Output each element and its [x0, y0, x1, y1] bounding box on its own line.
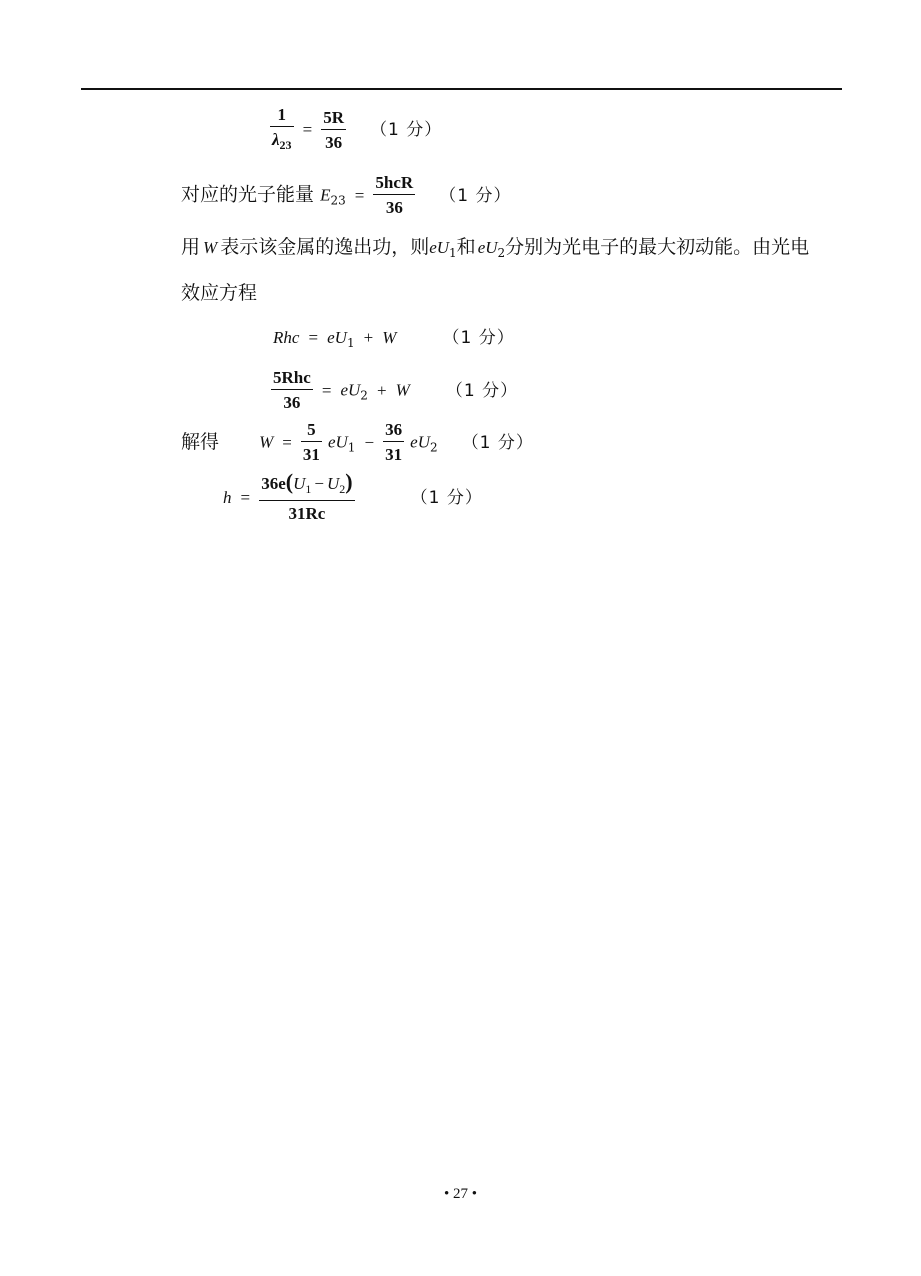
- equation-solution-h: [223, 471, 483, 525]
- score-mark: （1 分）: [370, 120, 443, 140]
- planck-symbol: h: [223, 488, 232, 507]
- fraction-numerator: 5hcR: [373, 172, 415, 195]
- numerator-coefficient: 36e: [261, 474, 286, 493]
- page-number: • 27 •: [443, 1186, 477, 1202]
- work-function-symbol: W: [382, 328, 397, 347]
- equation-solution-w: [181, 419, 534, 466]
- work-function-symbol: W: [259, 432, 274, 452]
- equals-sign: =: [302, 120, 313, 139]
- text-segment: 效应方程: [181, 282, 258, 304]
- equals-sign: =: [308, 328, 319, 347]
- text-segment: 表示该金属的逸出功，则: [220, 236, 430, 258]
- eu2-subscript: 2: [497, 246, 506, 260]
- fraction-numerator: [259, 471, 354, 501]
- left-paren: (: [285, 469, 294, 494]
- equation-photoelectric-1: [273, 325, 515, 355]
- equation-photon-energy: [181, 172, 511, 219]
- equals-sign: =: [354, 185, 365, 205]
- score-mark: （1 分）: [442, 328, 515, 348]
- eu1-term: eU: [327, 432, 348, 452]
- fraction-denominator: 36: [283, 393, 301, 412]
- eu2-subscript: 2: [360, 388, 368, 403]
- photon-energy-text: 对应的光子能量: [181, 183, 315, 206]
- fraction-denominator: 31: [302, 445, 320, 464]
- rhc-term: Rhc: [273, 328, 300, 347]
- equals-sign: =: [240, 488, 251, 507]
- fraction-denominator: 31: [385, 445, 403, 464]
- work-function-symbol: W: [203, 238, 218, 257]
- equation-inverse-wavelength: [270, 104, 442, 156]
- eu1-term: eU: [327, 328, 347, 347]
- fraction-denominator: 31Rc: [288, 504, 326, 523]
- minus-sign: −: [314, 474, 324, 493]
- text-segment: 和: [456, 236, 476, 258]
- fraction-numerator: 36: [383, 419, 404, 442]
- fraction-denominator: 36: [325, 132, 343, 152]
- fraction-5r-over-36: [321, 107, 346, 154]
- fraction-numerator: 1: [270, 104, 294, 127]
- fraction-denominator: [270, 127, 294, 156]
- right-paren: ): [345, 469, 353, 494]
- plus-sign: +: [376, 380, 387, 400]
- u2-subscript: 2: [339, 482, 346, 496]
- fraction-36-over-31: [383, 419, 404, 466]
- score-mark: （1 分）: [445, 380, 519, 401]
- score-mark: （1 分）: [410, 488, 483, 508]
- text-segment: 分别为光电子的最大初动能。由光电: [505, 236, 810, 258]
- eu1-symbol: eU: [429, 238, 450, 257]
- equals-sign: =: [321, 380, 332, 400]
- lambda-symbol: λ: [272, 130, 280, 149]
- fraction-numerator: 5Rhc: [271, 367, 313, 390]
- header-rule: [81, 88, 842, 90]
- score-mark: （1 分）: [439, 185, 512, 206]
- eu1-subscript: 1: [449, 246, 457, 260]
- equals-sign: =: [282, 432, 292, 452]
- fraction-numerator: 5: [301, 419, 322, 442]
- fraction-5rhc-over-36: [271, 367, 313, 414]
- u2-symbol: U: [326, 474, 340, 493]
- work-function-symbol: W: [395, 380, 410, 400]
- u1-symbol: U: [293, 474, 306, 493]
- text-segment: 用: [181, 236, 201, 258]
- lambda-subscript: 23: [279, 138, 292, 152]
- plus-sign: +: [363, 328, 374, 347]
- paragraph-line-2: [181, 281, 257, 305]
- fraction-5-over-31: [301, 419, 322, 466]
- energy-subscript: 23: [330, 193, 346, 208]
- paragraph-line-1: [181, 235, 809, 265]
- eu2-term: eU: [410, 432, 430, 452]
- fraction-numerator: 5R: [321, 107, 346, 130]
- u1-subscript: 1: [305, 482, 312, 496]
- eu2-subscript: 2: [430, 440, 438, 455]
- solution-label: 解得: [181, 430, 220, 453]
- eu1-subscript: 1: [346, 336, 355, 350]
- equation-photoelectric-2: [271, 367, 518, 414]
- fraction-inverse-lambda: [270, 104, 294, 156]
- fraction-planck-result: [259, 471, 354, 525]
- eu1-subscript: 1: [347, 440, 356, 455]
- fraction-5hcr-over-36: [373, 172, 415, 219]
- minus-sign: −: [364, 432, 375, 452]
- score-mark: （1 分）: [461, 432, 534, 453]
- eu2-symbol: eU: [477, 238, 498, 257]
- energy-symbol: E: [320, 185, 331, 205]
- eu2-term: eU: [340, 380, 361, 400]
- fraction-denominator: 36: [385, 198, 403, 217]
